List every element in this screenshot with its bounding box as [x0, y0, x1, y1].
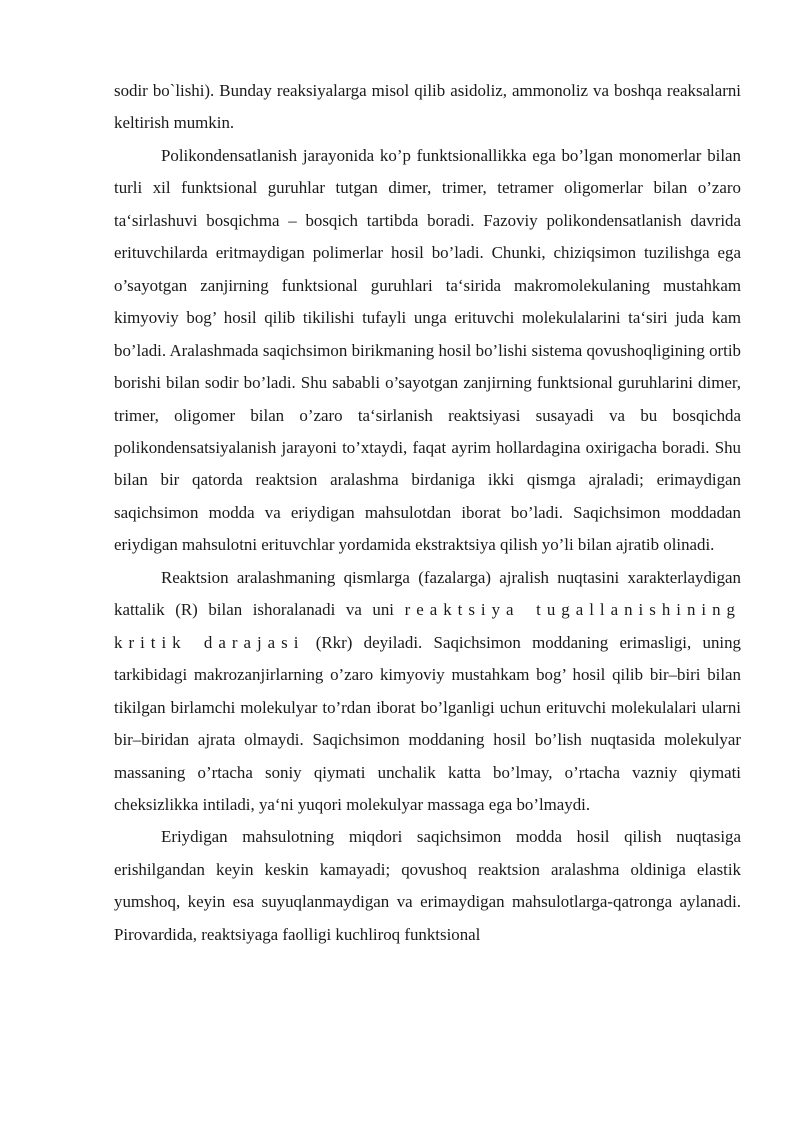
- document-page: [114, 75, 741, 951]
- paragraph-text-before: Reaktsion aralashmaning qismlarga (fazalarga) ajralish nuqtasini xarakterlaydigan kattalik (R) bilan ishoralanadi va uni: [114, 567, 741, 620]
- paragraph-continuation: sodir bo`lishi). Bunday reaksiyalarga misol qilib asidoliz, ammonoliz va boshqa reaksalarni keltirish mumkin.: [114, 81, 741, 133]
- paragraph-critical-degree: [114, 562, 741, 822]
- paragraph-text-after: (Rkr) deyiladi. Saqichsimon moddaning erimasligi, uning tarkibidagi makrozanjirlarning o’zaro kimyoviy mustahkam bog’ hosil qilib bir–biri bilan tikilgan birlamchi molekulyar to’rdan iborat bo’lganligi uchun erituvchi molekulalari ularni bir–biridan ajrata olmaydi. Saqichsimon moddaning hosil bo’lish nuqtasida molekulyar massaning o’rtacha soniy qiymati unchalik katta bo’lmay, o’rtacha vazniy qiymati cheksizlikka intiladi, ya‘ni yuqori molekulyar massaga ega bo’lmaydi.: [114, 632, 741, 814]
- spaced-term: reaktsiya tugallanishining kritik darajasi: [114, 600, 741, 652]
- paragraph-polycondensation: Polikondensatlanish jarayonida ko’p funktsionallikka ega bo’lgan monomerlar bilan turli xil funktsional guruhlar tutgan dimer, trimer, tetramer oligomerlar bilan o’zaro ta‘sirlashuvi bosqichma – bosqich tartibda boradi. Fazoviy polikondensatlanish davrida erituvchilarda eritmaydigan polimerlar hosil bo’ladi. Chunki, chiziqsimon tuzilishga ega o’sayotgan zanjirning funktsional guruhlari ta‘sirida makromolekulaning mustahkam kimyoviy bog’ hosil qilib tikilishi tufayli unga erituvchi molekulalarini ta‘siri juda kam bo’ladi. Aralashmada saqichsimon birikmaning hosil bo’lishi sistema qovushoqligining ortib borishi bilan sodir bo’ladi. Shu sababli o’sayotgan zanjirning funktsional guruhlarini dimer, trimer, oligomer bilan o’zaro ta‘sirlanish reaktsiyasi susayadi va bu bosqichda polikondensatsiyalanish jarayoni to’xtaydi, faqat ayrim hollardagina oxirigacha boradi. Shu bilan bir qatorda reaktsion aralashma birdaniga ikki qismga ajraladi; erimaydigan saqichsimon modda va eriydigan mahsulotdan iborat bo’ladi. Saqichsimon moddadan eriydigan mahsulotni erituvchlar yordamida ekstraktsiya qilish yo’li bilan ajratib olinadi.: [114, 145, 741, 555]
- paragraph-soluble-product: Eriydigan mahsulotning miqdori saqichsimon modda hosil qilish nuqtasiga erishilgandan keyin keskin kamayadi; qovushoq reaktsion aralashma oldiniga elastik yumshoq, keyin esa suyuqlanmaydigan va erimaydigan mahsulotlarga-qatronga aylanadi. Pirovardida, reaktsiyaga faolligi kuchliroq funktsional: [114, 827, 741, 944]
